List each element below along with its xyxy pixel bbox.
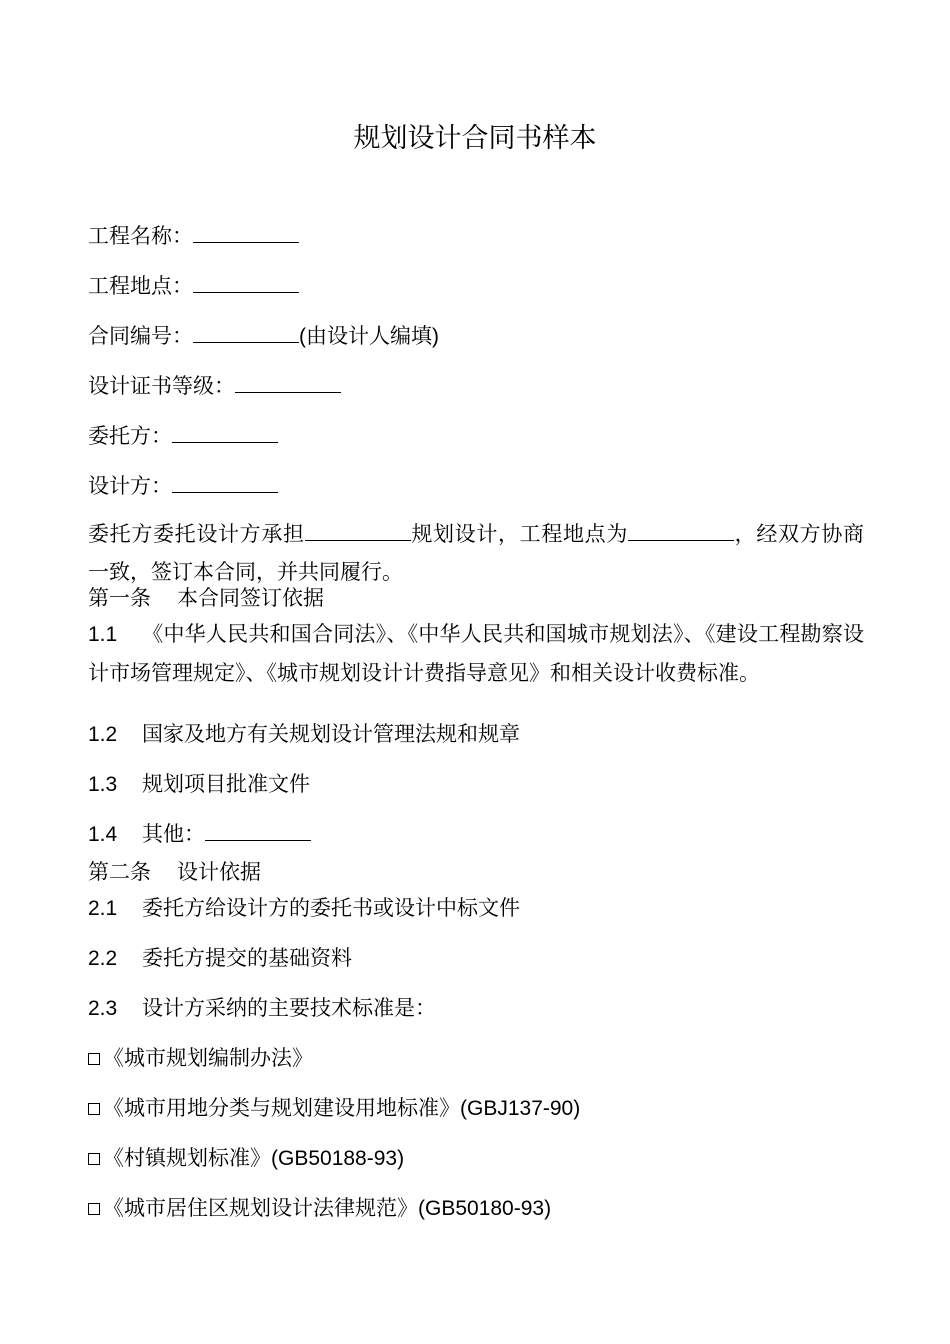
article-number: 第一条: [88, 586, 151, 610]
clause-text: 其他：: [142, 822, 205, 846]
field-label: 委托方：: [88, 424, 172, 448]
article-title: 设计依据: [177, 860, 261, 884]
clause-1-3: [88, 770, 310, 799]
standard-name: 《城市居住区规划设计法律规范》: [103, 1196, 418, 1220]
checkbox-icon[interactable]: [88, 1203, 100, 1215]
standard-item: [88, 1144, 404, 1173]
clause-2-3: [88, 994, 436, 1023]
field-client: [88, 422, 278, 450]
clause-1-2: [88, 720, 520, 749]
document-title: 规划设计合同书样本: [353, 123, 597, 154]
intro-text: 规划设计，工程地点为: [410, 522, 629, 546]
field-contract-number: [88, 322, 439, 351]
checkbox-icon[interactable]: [88, 1053, 100, 1065]
intro-text: ，经双方协商一致，签订本合同，并共同履行。: [88, 522, 865, 584]
fill-in-blank[interactable]: [205, 820, 311, 841]
fill-in-blank[interactable]: [172, 472, 278, 493]
standard-item: [88, 1044, 313, 1073]
standard-code: (GB50180-93): [418, 1197, 552, 1220]
fill-in-blank[interactable]: [172, 422, 278, 443]
clause-1-4: [88, 820, 311, 849]
clause-number: 2.2: [88, 947, 118, 970]
article-title: 本合同签订依据: [177, 586, 324, 610]
clause-number: 1.3: [88, 773, 118, 796]
clause-text: 设计方采纳的主要技术标准是：: [142, 996, 436, 1020]
standard-item: [88, 1094, 580, 1123]
standard-name: 《城市规划编制办法》: [103, 1046, 313, 1070]
field-label: 合同编号：: [88, 324, 193, 348]
fill-in-blank[interactable]: [305, 520, 411, 541]
clause-2-1: [88, 894, 520, 923]
clause-text: 国家及地方有关规划设计管理法规和规章: [142, 722, 520, 746]
field-certificate-grade: [88, 372, 341, 400]
clause-text: 委托方给设计方的委托书或设计中标文件: [142, 896, 520, 920]
intro-text: 委托方委托设计方承担: [88, 522, 305, 546]
fill-in-blank[interactable]: [235, 372, 341, 393]
standard-name: 《村镇规划标准》: [103, 1146, 271, 1170]
fill-in-blank[interactable]: [193, 322, 299, 343]
article-2-heading: [88, 858, 261, 886]
standard-code: (GBJ137-90): [460, 1097, 581, 1120]
clause-number: 1.4: [88, 823, 118, 846]
clause-1-1: [88, 615, 864, 692]
field-label: 设计证书等级：: [88, 374, 235, 398]
standard-item: [88, 1194, 551, 1223]
clause-number: 1.2: [88, 723, 118, 746]
checkbox-icon[interactable]: [88, 1153, 100, 1165]
clause-number: 1.1: [88, 623, 118, 646]
clause-text: 委托方提交的基础资料: [142, 946, 352, 970]
intro-paragraph: [88, 515, 864, 591]
article-1-heading: [88, 584, 324, 612]
standard-code: (GB50188-93): [271, 1147, 405, 1170]
field-project-name: [88, 222, 299, 250]
article-number: 第二条: [88, 860, 151, 884]
clause-text: 《中华人民共和国合同法》、《中华人民共和国城市规划法》、《建设工程勘察设计市场管理规定》、《城市规划设计计费指导意见》和相关设计收费标准。: [88, 622, 864, 685]
field-note: (由设计人编填): [299, 325, 439, 348]
field-project-location: [88, 272, 299, 300]
checkbox-icon[interactable]: [88, 1103, 100, 1115]
field-designer: [88, 472, 278, 500]
fill-in-blank[interactable]: [193, 222, 299, 243]
field-label: 工程地点：: [88, 274, 193, 298]
clause-number: 2.1: [88, 897, 118, 920]
clause-text: 规划项目批准文件: [142, 772, 310, 796]
fill-in-blank[interactable]: [193, 272, 299, 293]
clause-2-2: [88, 944, 352, 973]
standard-name: 《城市用地分类与规划建设用地标准》: [103, 1096, 460, 1120]
fill-in-blank[interactable]: [628, 520, 734, 541]
field-label: 工程名称：: [88, 224, 193, 248]
field-label: 设计方：: [88, 474, 172, 498]
clause-number: 2.3: [88, 997, 118, 1020]
